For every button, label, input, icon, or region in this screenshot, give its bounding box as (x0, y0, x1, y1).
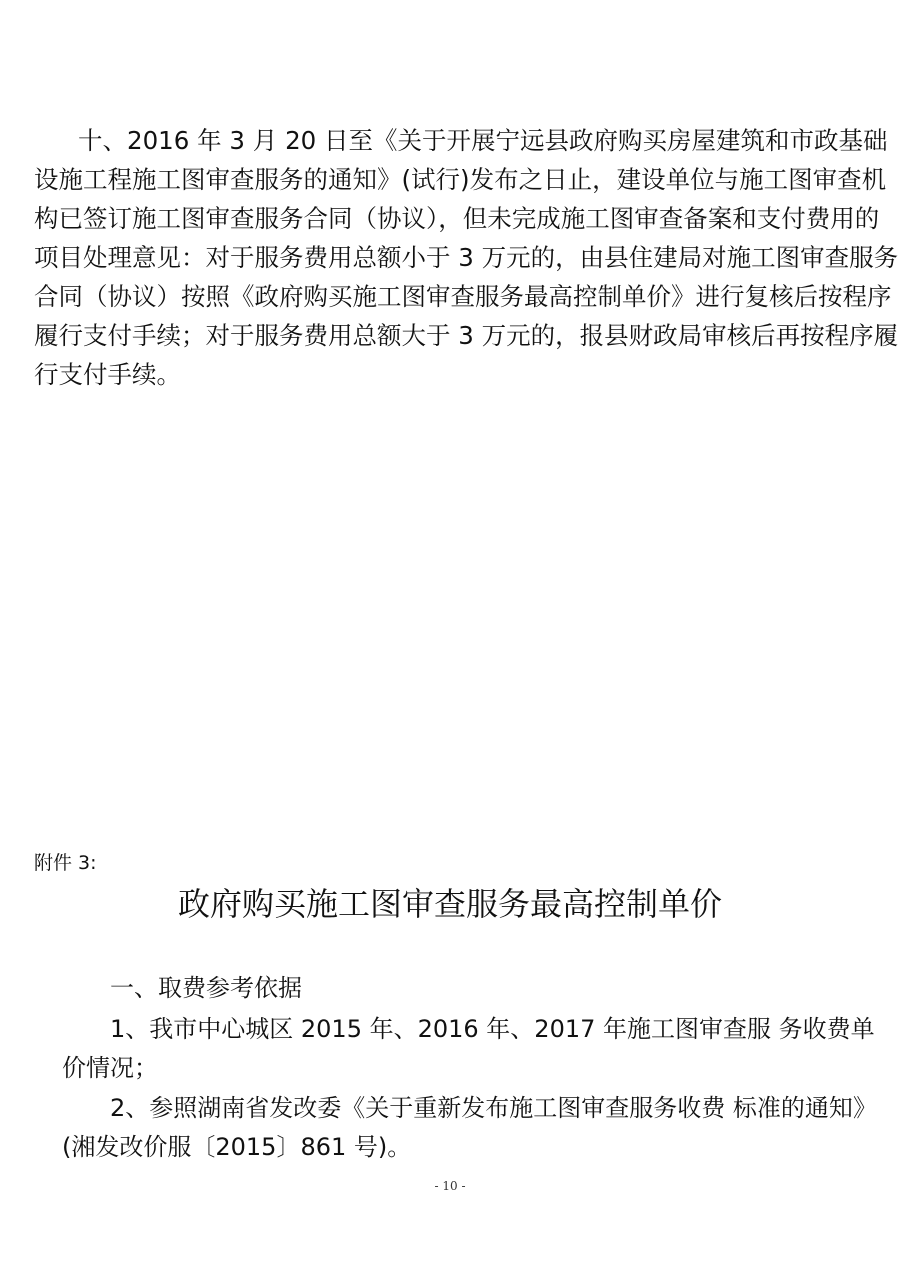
paragraph-ten (34, 122, 899, 412)
paragraph-line: 设施工程施工图审查服务的通知》(试行)发布之日止，建设单位与施工图审查机 (34, 165, 887, 194)
paragraph-line: 十、2016 年 3 月 20 日至《关于开展宁远县政府购买房屋建筑和市政基础 (78, 126, 888, 155)
section-heading: 一、取费参考依据 (110, 974, 302, 1002)
paragraph-line: 合同（协议）按照《政府购买施工图审查服务最高控制单价》进行复核后按程序 (34, 282, 892, 311)
attachment-title: 政府购买施工图审查服务最高控制单价 (177, 885, 722, 923)
basis-item-one-continued: 价情况； (62, 1054, 158, 1082)
paragraph-line: 构已签订施工图审查服务合同（协议），但未完成施工图审查备案和支付费用的 (34, 204, 880, 233)
basis-item-one: 1、我市中心城区 2015 年、2016 年、2017 年施工图审查服 务收费单 (110, 1015, 875, 1043)
basis-item-two-continued: (湘发改价服〔2015〕861 号)。 (62, 1133, 412, 1161)
attachment-label: 附件 3: (34, 852, 97, 874)
paragraph-line: 履行支付手续；对于服务费用总额大于 3 万元的，报县财政局审核后再按程序履 (34, 321, 899, 350)
basis-item-two: 2、参照湖南省发改委《关于重新发布施工图审查服务收费 标准的通知》 (110, 1094, 877, 1122)
page-number: - 10 - (434, 1179, 466, 1193)
paragraph-line: 项目处理意见：对于服务费用总额小于 3 万元的，由县住建局对施工图审查服务 (34, 243, 899, 272)
paragraph-line: 行支付手续。 (34, 360, 181, 389)
